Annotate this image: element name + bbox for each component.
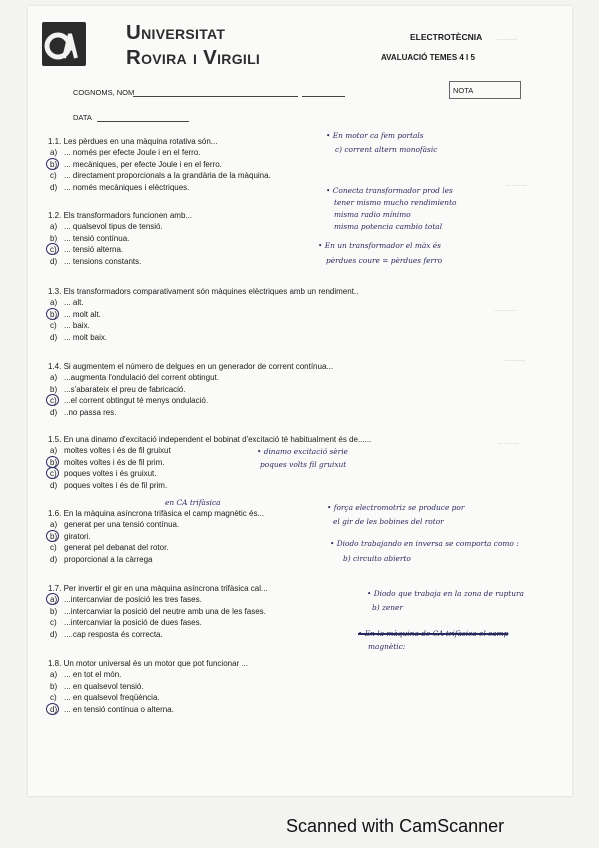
option-d: d) proporcional a la càrrega: [50, 554, 153, 564]
bleed-text: ............: [496, 35, 518, 42]
nota-label: NOTA: [453, 86, 474, 95]
surname-line: [302, 96, 345, 97]
surname-label: COGNOMS, NOM: [73, 88, 135, 97]
bleed-text: ............: [506, 181, 528, 188]
option-a: a) ...intercanviar de posició les tres fases.: [48, 594, 268, 605]
option-c: c) ... en qualsevol freqüència.: [50, 693, 160, 703]
question-1-7: [48, 583, 268, 640]
option-b: b) ... en qualsevol tensió.: [50, 681, 144, 691]
handwritten-note: poques volts fil gruixut: [260, 460, 347, 469]
option-c: c) ...intercanviar la posició de dues fases.: [50, 618, 202, 628]
option-a: a) ... en tot el món.: [50, 670, 122, 680]
option-b: b) ...s'abarateix el preu de fabricació.: [50, 384, 186, 394]
handwritten-note: • força electromotriz se produce por: [327, 503, 465, 512]
handwritten-note: b) zener: [372, 603, 403, 612]
question-1-4: [48, 361, 333, 418]
option-a: a) ... qualsevol tipus de tensió.: [50, 222, 163, 232]
option-c: c) generat pel debanat del rotor.: [50, 543, 169, 553]
handwritten-note: • Diodo trabajando en inversa se comporta como :: [330, 539, 519, 548]
handwritten-note: c) corrent altern monofàsic: [335, 145, 438, 154]
option-c: c) ... baix.: [50, 321, 90, 331]
question-stem: 1.6. En la màquina asíncrona trifàsica el camp magnètic és...: [48, 509, 265, 518]
option-c: c) ...el corrent obtingut té menys ondulació.: [48, 395, 333, 406]
option-a: a) ...augmenta l'ondulació del corrent obtingut.: [50, 373, 219, 383]
question-stem: 1.3. Els transformadors comparativament són màquines elèctriques amb un rendiment..: [48, 287, 359, 296]
handwritten-note: magnètic:: [368, 642, 406, 651]
handwritten-note: • En motor ca fem portals: [326, 131, 424, 140]
option-d: d) ... tensions constants.: [50, 256, 142, 266]
option-b: b) ... tensió contínua.: [50, 233, 130, 243]
handwritten-note-struck: • En la màquina de CA trifàsica el camp: [358, 629, 509, 638]
option-a: a) ... només per efecte Joule i en el ferro.: [50, 148, 201, 158]
option-a: a) generat per una tensió contínua.: [50, 520, 180, 530]
handwritten-note: tener mismo mucho rendimiento: [334, 198, 457, 207]
bleed-text: ............: [504, 356, 526, 363]
handwritten-note: • Conecta transformador prod les: [326, 186, 453, 195]
handwritten-note: b) circuito abierto: [343, 554, 411, 563]
option-c: c) poques voltes i és gruixut.: [48, 468, 371, 479]
option-c: c) ... directament proporcionals a la grandària de la màquina.: [50, 171, 271, 181]
handwritten-note: pèrdues coure = pèrdues ferro: [326, 256, 443, 265]
option-b: b) ... mecàniques, per efecte Joule i en el ferro.: [48, 159, 271, 170]
handwritten-note: • Diodo que trabaja en la zona de ruptura: [367, 589, 524, 598]
handwritten-note: misma potencia cambio total: [334, 222, 443, 231]
option-d: d) ... només mecàniques i elèctriques.: [50, 182, 190, 192]
option-c: c) ... tensió alterna.: [48, 244, 192, 255]
option-d: d) ....cap resposta és correcta.: [50, 629, 163, 639]
question-stem: 1.1. Les pèrdues en una màquina rotativa són...: [48, 137, 218, 146]
date-label: DATA: [73, 113, 92, 122]
bleed-text: ............: [494, 306, 516, 313]
question-stem: 1.8. Un motor universal és un motor que pot funcionar ...: [48, 659, 249, 668]
option-d: d) ... en tensió contínua o alterna.: [48, 704, 248, 715]
university-name-line2: Rovira i Virgili: [126, 46, 261, 69]
handwritten-note: misma radio mínimo: [334, 210, 411, 219]
option-b: b) moltes voltes i és de fil prim.: [48, 457, 371, 468]
question-stem: 1.2. Els transformadors funcionen amb...: [48, 211, 193, 220]
option-b: b) ...intercanviar la posició del neutre amb una de les fases.: [50, 606, 266, 616]
question-1-8: [48, 658, 248, 715]
option-d: d) ..no passa res.: [50, 407, 117, 417]
question-1-6: [48, 508, 264, 565]
bleed-text: ............: [498, 439, 520, 446]
scanner-watermark: Scanned with CamScanner: [286, 816, 505, 836]
subject-title: ELECTROTÈCNIA: [410, 32, 483, 42]
university-logo: [42, 22, 86, 66]
handwritten-note: • dinamo excitació sèrie: [257, 447, 348, 456]
option-b: b) ... molt alt.: [48, 309, 358, 320]
question-1-1: [48, 136, 271, 193]
question-1-3: [48, 286, 358, 343]
option-b: b) giratori.: [48, 531, 264, 542]
handwritten-note: el gir de les bobines del rotor: [333, 517, 444, 526]
university-name-line1: Universitat: [126, 21, 226, 44]
question-stem: 1.4. Si augmentem el número de delgues en un generador de corrent contínua...: [48, 362, 334, 371]
option-d: d) ... molt baix.: [50, 332, 108, 342]
question-1-2: [48, 210, 192, 267]
option-a: a) moltes voltes i és de fil gruixut: [50, 446, 171, 456]
handwritten-note: • En un transformador el màx és: [318, 241, 441, 250]
nota-box: [449, 81, 521, 99]
evaluation-title: AVALUACIÓ TEMES 4 I 5: [381, 53, 475, 62]
question-stem: 1.5. En una dinamo d'excitació independent el bobinat d'excitació té habitualment és de......: [48, 435, 372, 444]
handwritten-note: en CA trifàsica: [165, 498, 221, 507]
option-a: a) ... alt.: [50, 298, 84, 308]
date-line: [97, 121, 189, 122]
surname-line: [133, 96, 298, 97]
question-stem: 1.7. Per invertir el gir en una màquina asíncrona trifàsica cal...: [48, 584, 268, 593]
option-d: d) poques voltes i és de fil prim.: [50, 480, 168, 490]
